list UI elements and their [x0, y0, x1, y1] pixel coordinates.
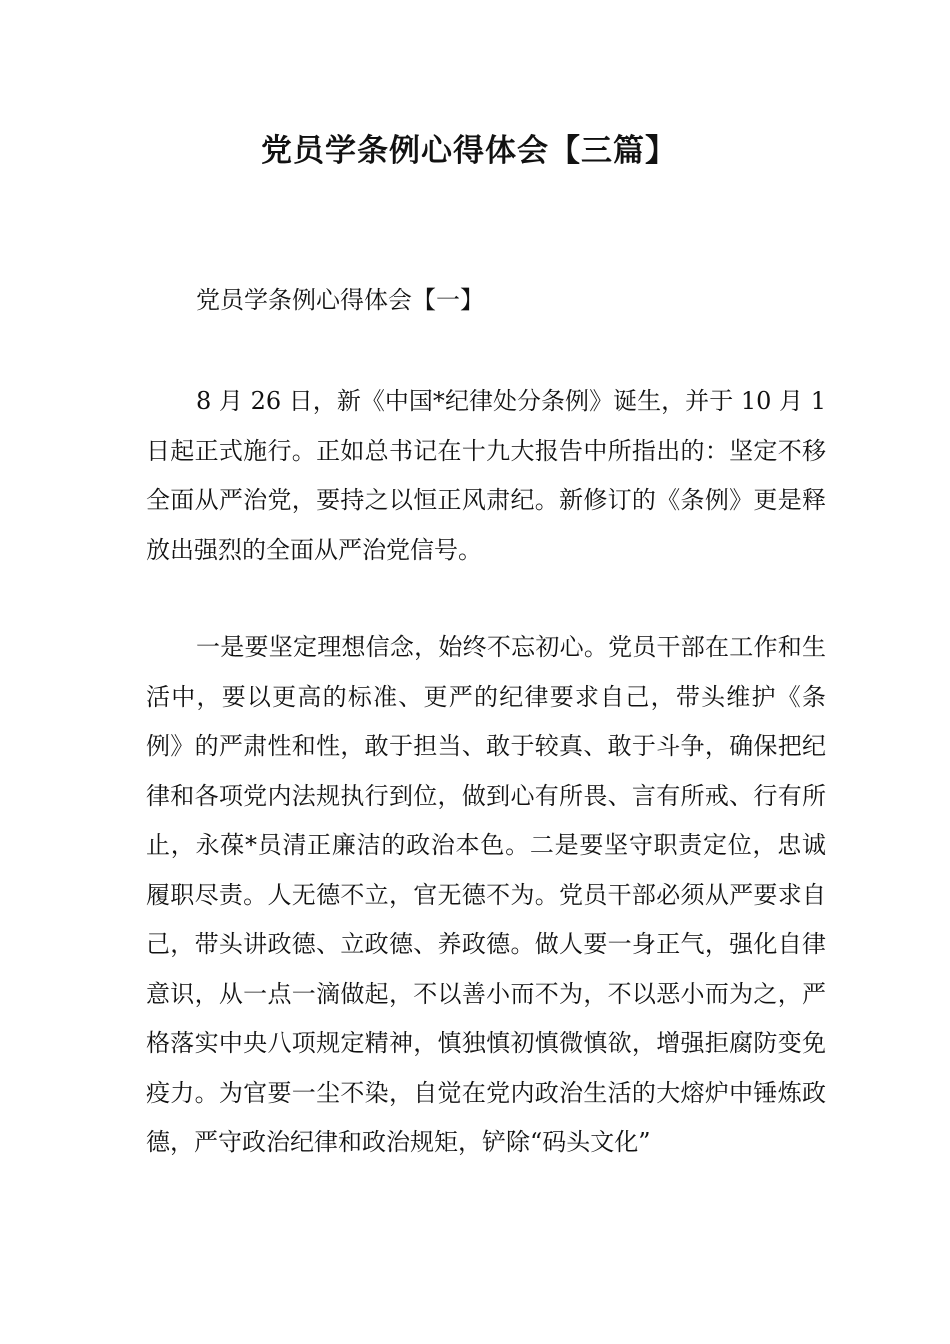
paragraph-body: 一是要坚定理想信念，始终不忘初心。党员干部在工作和生活中，要以更高的标准、更严的纪律要求自己，带头维护《条例》的严肃性和性，敢于担当、敢于较真、敢于斗争，确保把纪律和各项党内法规执行到位，做到心有所畏、言有所戒、行有所止，永葆*员清正廉洁的政治本色。二是要坚守职责定位，忠诚履职尽责。人无德不立，官无德不为。党员干部必须从严要求自己，带头讲政德、立政德、养政德。做人要一身正气，强化自律意识，从一点一滴做起，不以善小而不为，不以恶小而为之，严格落实中央八项规定精神，慎独慎初慎微慎欲，增强拒腐防变免疫力。为官要一尘不染，自觉在党内政治生活的大熔炉中锤炼政德，严守政治纪律和政治规矩，铲除“码头文化”: [146, 633, 826, 1156]
paragraph-intro: 8 月 26 日，新《中国*纪律处分条例》诞生，并于 10 月 1 日起正式施行。正如总书记在十九大报告中所指出的：坚定不移全面从严治党，要持之以恒正风肃纪。新修订的《条例》更是释放出强烈的全面从严治党信号。: [146, 387, 826, 564]
document-title: 党员学条例心得体会【三篇】: [261, 133, 677, 169]
section-title: 党员学条例心得体会【一】: [196, 286, 484, 314]
